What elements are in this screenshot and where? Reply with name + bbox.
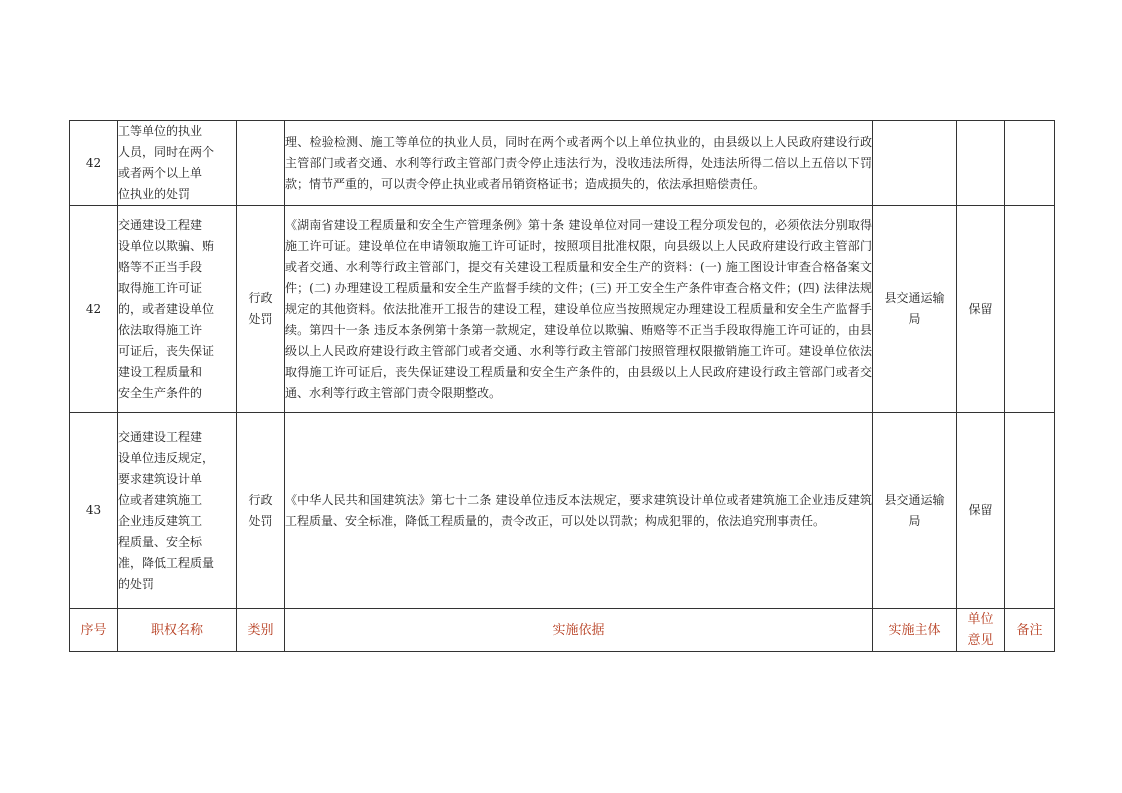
implementing-body: 县交通运输 局 [884,492,945,528]
implementing-body: 县交通运输 局 [884,291,945,326]
authority-name: 交通建设工程建 设单位违反规定， 要求建筑设计单 位或者建筑施工 企业违反建筑工 程质量、安全标 准，降低工程质量 的处罚 [118,429,215,591]
remark [1005,206,1055,413]
authority-name: 工等单位的执业 人员，同时在两个 或者两个以上单 位执业的处罚 [118,124,215,201]
row-number: 42 [70,206,118,413]
implementation-basis: 《湖南省建设工程质量和安全生产管理条例》第十条 建设单位对同一建设工程分项发包的，必须依法分别取得施工许可证。建设单位在申请领取施工许可证时，按照项目批准权限，向县级以上人民政府建设行政主管部门或者交通、水利等行政主管部门，提交有关建设工程质量和安全生产的资料：(一) 施工图设计审查合格备案文件；(二) 办理建设工程质量和安全生产监督手续的文件；(三) 开工安全生产条件审查合格文件；(四) 法律法规规定的其他资料。依法批准开工报告的建设工程，建设单位应当按照规定办理建设工程质量和安全生产监督手续。第四十一条 违反本条例第十条第一款规定，建设单位以欺骗、贿赂等不正当手段取得施工许可证的，由县级以上人民政府建设行政主管部门或者交通、水利等行政主管部门按照管理权限撤销施工许可。建设单位依法取得施工许可证后，丧失保证建设工程质量和安全生产条件的，由县级以上人民政府建设行政主管部门或者交通、水利等行政主管部门责令限期整改。 [285,217,872,400]
table-row [70,413,1055,609]
category: 行政 处罚 [248,291,273,326]
authority-name: 交通建设工程建 设单位以欺骗、贿 赂等不正当手段 取得施工许可证 的，或者建设单位 依法取得施工许 可证后，丧失保证 建设工程质量和 安全生产条件的 [118,217,215,400]
header-basis: 实施依据 [285,609,873,652]
header-name: 职权名称 [118,609,237,652]
remark [1005,413,1055,609]
unit-opinion: 保留 [957,413,1005,609]
header-no: 序号 [70,609,118,652]
remark [1005,121,1055,206]
header-opinion: 单位 意见 [967,612,994,648]
table-row [70,121,1055,206]
row-number: 42 [70,121,118,206]
unit-opinion [957,121,1005,206]
authority-table [69,120,1055,652]
header-type: 类别 [237,609,285,652]
unit-opinion: 保留 [957,206,1005,413]
implementing-body [873,121,957,206]
implementation-basis: 《中华人民共和国建筑法》第七十二条 建设单位违反本法规定，要求建筑设计单位或者建筑施工企业违反建筑工程质量、安全标准，降低工程质量的，责令改正，可以处以罚款；构成犯罪的，依法追究刑事责任。 [285,492,872,528]
implementation-basis: 理、检验检测、施工等单位的执业人员，同时在两个或者两个以上单位执业的，由县级以上人民政府建设行政主管部门或者交通、水利等行政主管部门责令停止违法行为，没收违法所得，处违法所得二倍以上五倍以下罚款；情节严重的，可以责令停止执业或者吊销资格证书；造成损失的，依法承担赔偿责任。 [285,134,872,191]
row-number: 43 [70,413,118,609]
table-row [70,206,1055,413]
category: 行政 处罚 [248,492,273,528]
header-remark: 备注 [1005,609,1055,652]
table-header-row [70,609,1055,652]
category [237,121,285,206]
header-subject: 实施主体 [873,609,957,652]
